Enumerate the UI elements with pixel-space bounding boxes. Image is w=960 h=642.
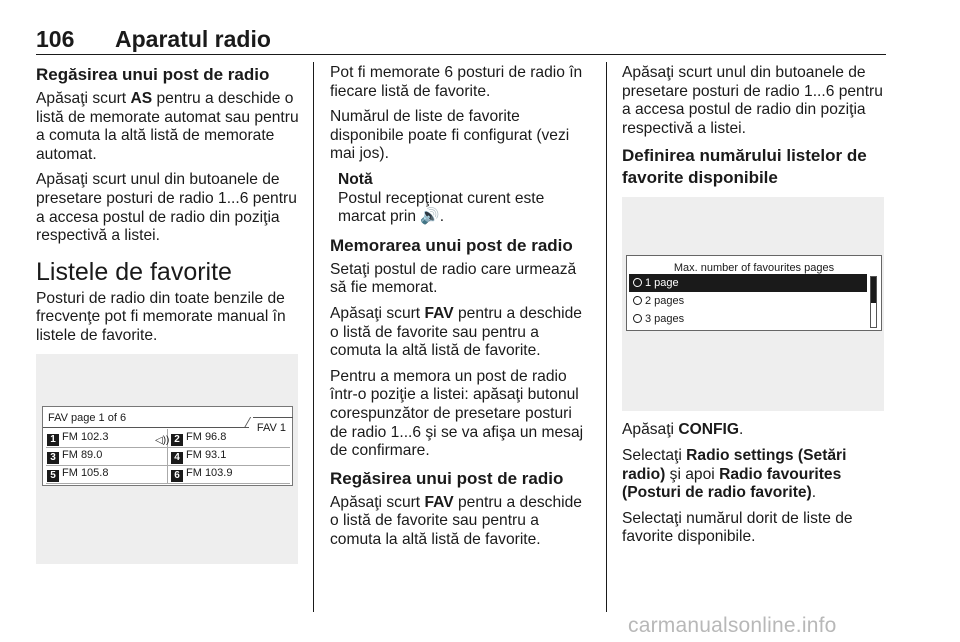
option-1-page: [629, 274, 867, 292]
menu-ref: Radio favourites (Posturi de radio favorite): [622, 465, 842, 502]
text: .: [811, 484, 817, 502]
paragraph: [36, 90, 301, 164]
scrollbar: [870, 276, 877, 328]
note-text: Postul recepţionat curent este marcat prin 🔊.: [338, 189, 545, 226]
preset-number: 5: [47, 470, 59, 482]
paragraph: Pot fi memorate 6 posturi de radio în fiecare listă de favorite.: [330, 64, 583, 100]
preset-number: 3: [47, 452, 59, 464]
scrollbar-thumb: [871, 277, 876, 303]
preset-number: 4: [171, 452, 183, 464]
speaker-icon: ◁)): [155, 434, 170, 446]
text: pentru a deschide o listă de memorate automat sau pentru a comuta la altă listă de memorate automat.: [36, 90, 299, 163]
paragraph: [330, 305, 592, 361]
paragraph: Numărul de liste de favorite disponibile poate fi configurat (vezi mai jos).: [330, 108, 570, 163]
preset-label: FM 89.0: [62, 448, 103, 461]
column-3: [622, 64, 888, 554]
page-title: Aparatul radio: [115, 26, 271, 52]
section-title: Listele de favorite: [36, 257, 232, 286]
preset-cell: [47, 429, 108, 446]
tab-line: [253, 417, 293, 418]
button-ref: AS: [130, 90, 153, 107]
fav-screen-figure: [36, 354, 298, 564]
option-2-pages: [629, 292, 867, 310]
text: şi apoi: [665, 465, 720, 483]
text: Apăsaţi: [622, 421, 679, 439]
column-divider: [606, 62, 607, 612]
option-label: 2 pages: [645, 295, 685, 308]
paragraph: Apăsaţi scurt unul din butoanele de presetare posturi de radio 1...6 pentru a accesa postul de radio din poziţia respectivă a listei.: [622, 64, 883, 137]
note-box: [330, 171, 592, 227]
preset-cell: [47, 447, 102, 464]
menu-ref: Radio settings (Setări radio): [622, 446, 847, 483]
preset-cell: [171, 429, 226, 446]
paragraph: [330, 494, 592, 550]
text: .: [739, 421, 744, 439]
section-heading: Definirea numărului listelor de favorite disponibile: [622, 146, 867, 188]
radio-icon: [633, 314, 642, 323]
paragraph: [622, 447, 888, 503]
page-header: [36, 26, 886, 54]
config-display: [626, 255, 882, 331]
column-2: [330, 64, 592, 556]
config-title: Max. number of favourites pages: [673, 262, 835, 275]
radio-icon: [633, 278, 642, 287]
text: Selectaţi: [622, 446, 687, 464]
text: pentru a deschide o listă de favorite sau pentru a comuta la altă listă de favorite.: [330, 493, 582, 548]
fav-page-title: FAV page 1 of 6: [48, 411, 127, 424]
text: Apăsaţi scurt: [330, 493, 425, 511]
column-divider: [313, 62, 314, 612]
button-ref: FAV: [424, 493, 454, 511]
tab-line: [43, 427, 249, 428]
text: pentru a deschide o listă de favorite sau pentru a comuta la altă listă de favorite.: [330, 304, 582, 360]
section-heading: Memorarea unui post de radio: [330, 235, 573, 255]
preset-number: 2: [171, 434, 183, 446]
section-heading: Regăsirea unui post de radio: [330, 468, 564, 488]
paragraph: Selectaţi numărul dorit de liste de favorite disponibile.: [622, 509, 853, 546]
row-divider: [46, 483, 290, 484]
column-1: [36, 64, 301, 564]
preset-number: 1: [47, 434, 59, 446]
preset-label: FM 93.1: [186, 448, 227, 461]
button-ref: FAV: [424, 304, 454, 322]
section-heading: Regăsirea unui post de radio: [36, 65, 270, 84]
note-title: Notă: [338, 170, 373, 188]
radio-icon: [633, 296, 642, 305]
paragraph: Apăsaţi scurt unul din butoanele de presetare posturi de radio 1...6 pentru a accesa postul de radio din poziţia respectivă a listei.: [36, 171, 297, 245]
page-number: 106: [36, 26, 75, 52]
paragraph: Setaţi postul de radio care urmează să fie memorat.: [330, 260, 577, 297]
header-rule: [36, 54, 886, 55]
preset-cell: [171, 465, 232, 482]
config-screen-figure: [622, 197, 884, 411]
option-3-pages: [629, 310, 867, 328]
fav-tab: FAV 1: [256, 421, 286, 434]
preset-label: FM 102.3: [62, 430, 109, 443]
option-label: 1 page: [645, 277, 679, 290]
text: Apăsaţi scurt: [36, 90, 131, 107]
button-ref: CONFIG: [678, 421, 739, 439]
paragraph: [622, 421, 888, 440]
preset-label: FM 105.8: [62, 466, 109, 479]
text: Apăsaţi scurt: [330, 304, 425, 322]
fav-display: [42, 406, 293, 486]
preset-label: FM 96.8: [186, 430, 227, 443]
preset-number: 6: [171, 470, 183, 482]
watermark: carmanualsonline.info: [628, 614, 837, 637]
paragraph: Posturi de radio din toate benzile de frecvenţe pot fi memorate manual în listele de favorite.: [36, 289, 286, 344]
preset-cell: [47, 465, 108, 482]
preset-label: FM 103.9: [186, 466, 233, 479]
preset-cell: [171, 447, 226, 464]
option-label: 3 pages: [645, 313, 685, 326]
paragraph: Pentru a memora un post de radio într-o poziţie a listei: apăsaţi butonul corespunzător de presetare posturi de radio 1...6 şi se va afişa un mesaj de confirmare.: [330, 367, 584, 460]
